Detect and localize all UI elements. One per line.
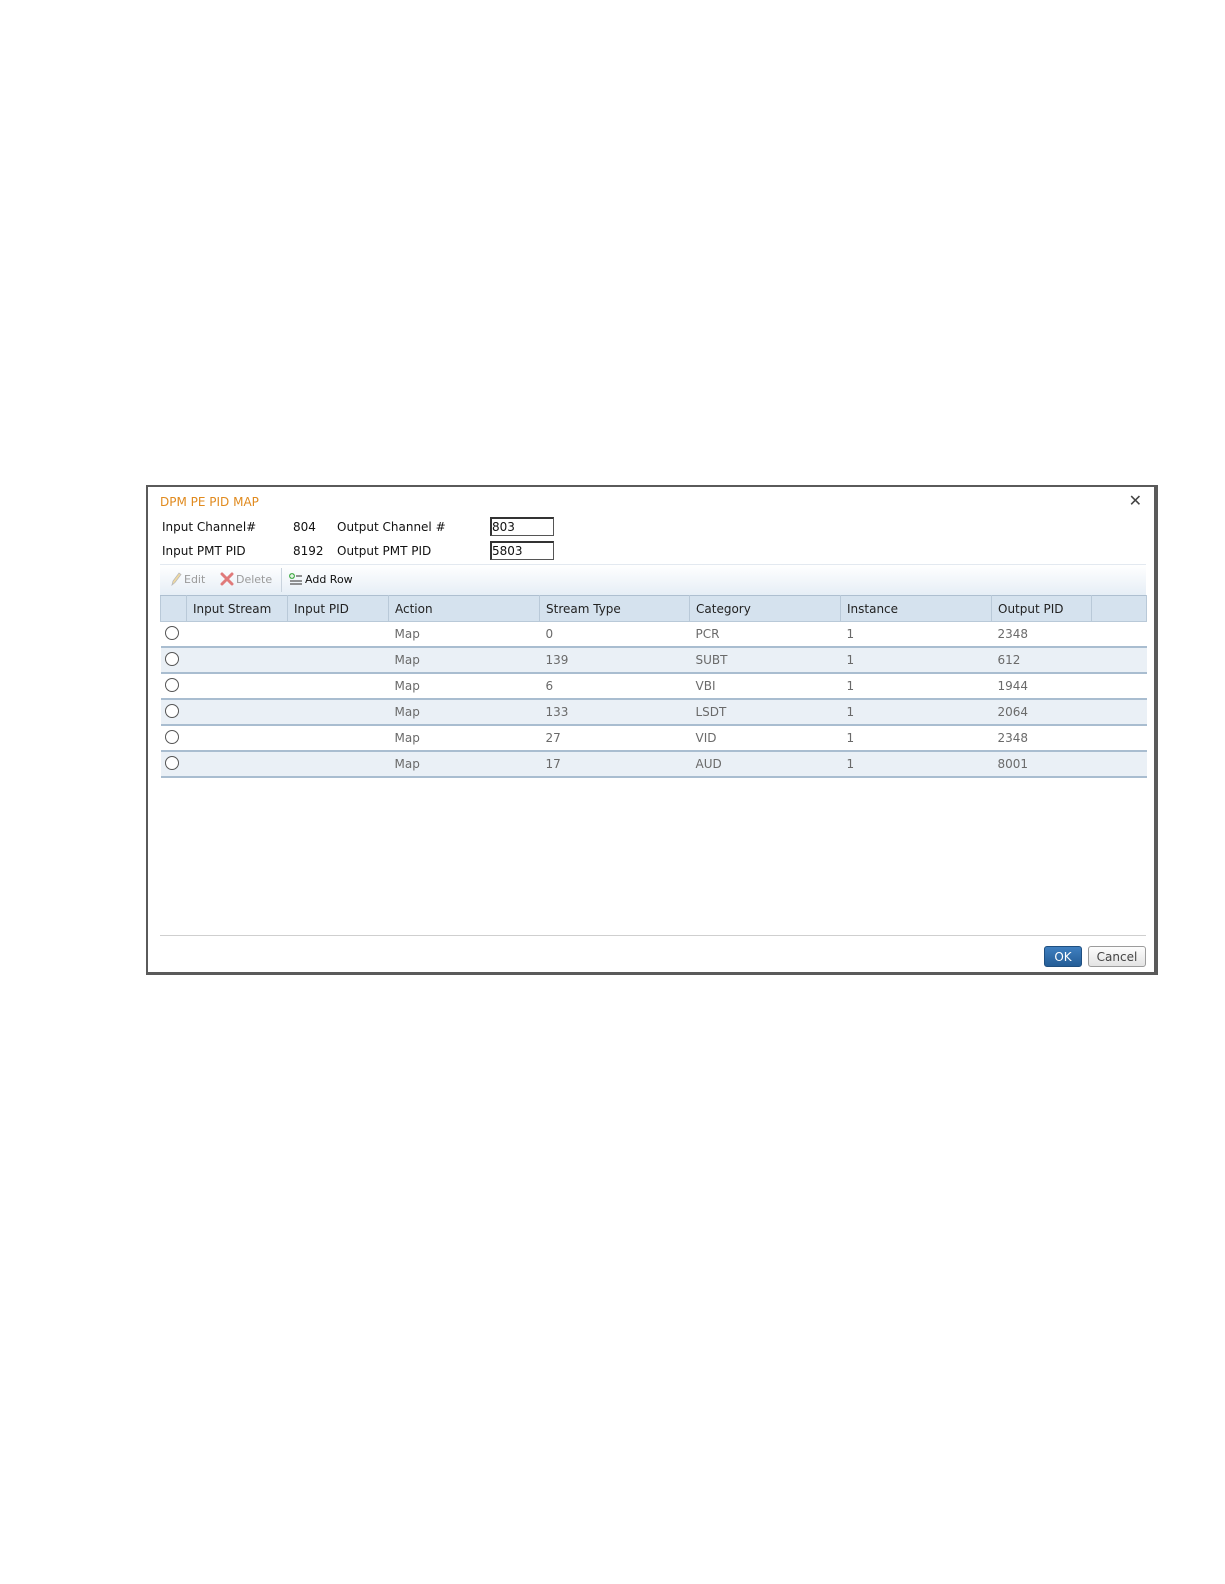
cell-input-pid bbox=[288, 699, 389, 725]
delete-label: Delete bbox=[236, 572, 273, 586]
cell-instance: 1 bbox=[841, 647, 992, 673]
row-select-cell bbox=[161, 699, 187, 725]
add-row-button[interactable] bbox=[288, 572, 353, 586]
cell-stream-type: 27 bbox=[540, 725, 690, 751]
row-radio[interactable] bbox=[165, 678, 179, 692]
cell-action: Map bbox=[389, 622, 540, 648]
pencil-icon bbox=[170, 572, 182, 586]
table-row[interactable] bbox=[161, 725, 1147, 751]
output-channel-label: Output Channel # bbox=[337, 520, 446, 534]
output-pmt-input[interactable] bbox=[490, 541, 554, 560]
grid-toolbar bbox=[160, 564, 1146, 595]
cell-instance: 1 bbox=[841, 725, 992, 751]
cell-action: Map bbox=[389, 699, 540, 725]
row-select-cell bbox=[161, 673, 187, 699]
header-filler bbox=[1092, 596, 1147, 622]
cell-output-pid: 1944 bbox=[992, 673, 1092, 699]
cell-input-pid bbox=[288, 725, 389, 751]
cell-output-pid: 2064 bbox=[992, 699, 1092, 725]
cell-input-pid bbox=[288, 647, 389, 673]
row-radio[interactable] bbox=[165, 704, 179, 718]
header-select bbox=[161, 596, 187, 622]
cell-output-pid: 2348 bbox=[992, 725, 1092, 751]
input-pmt-label: Input PMT PID bbox=[162, 544, 246, 558]
footer-divider bbox=[160, 935, 1146, 936]
output-pmt-label: Output PMT PID bbox=[337, 544, 432, 558]
cell-category: AUD bbox=[690, 751, 841, 777]
table-row[interactable] bbox=[161, 673, 1147, 699]
input-channel-value: 804 bbox=[293, 520, 316, 534]
row-radio[interactable] bbox=[165, 730, 179, 744]
cell-instance: 1 bbox=[841, 699, 992, 725]
header-input-stream[interactable]: Input Stream bbox=[187, 596, 288, 622]
cell-input-pid bbox=[288, 622, 389, 648]
cell-stream-type: 6 bbox=[540, 673, 690, 699]
cell-action: Map bbox=[389, 673, 540, 699]
edit-button[interactable] bbox=[170, 572, 205, 586]
cell-action: Map bbox=[389, 751, 540, 777]
cell-filler bbox=[1092, 647, 1147, 673]
cell-input-stream bbox=[187, 725, 288, 751]
cell-instance: 1 bbox=[841, 751, 992, 777]
cell-filler bbox=[1092, 673, 1147, 699]
dialog-title: DPM PE PID MAP bbox=[160, 495, 259, 509]
cell-output-pid: 2348 bbox=[992, 622, 1092, 648]
header-category[interactable]: Category bbox=[690, 596, 841, 622]
row-select-cell bbox=[161, 725, 187, 751]
input-channel-label: Input Channel# bbox=[162, 520, 257, 534]
cell-instance: 1 bbox=[841, 673, 992, 699]
cell-stream-type: 139 bbox=[540, 647, 690, 673]
delete-button[interactable] bbox=[220, 572, 272, 586]
table-row[interactable] bbox=[161, 699, 1147, 725]
row-select-cell bbox=[161, 622, 187, 648]
input-pmt-value: 8192 bbox=[293, 544, 324, 558]
cell-stream-type: 0 bbox=[540, 622, 690, 648]
cell-output-pid: 8001 bbox=[992, 751, 1092, 777]
pid-map-table bbox=[160, 595, 1147, 778]
header-stream-type[interactable]: Stream Type bbox=[540, 596, 690, 622]
cell-input-stream bbox=[187, 622, 288, 648]
cell-input-pid bbox=[288, 751, 389, 777]
cell-filler bbox=[1092, 622, 1147, 648]
cell-category: VBI bbox=[690, 673, 841, 699]
cell-action: Map bbox=[389, 725, 540, 751]
header-instance[interactable]: Instance bbox=[841, 596, 992, 622]
cell-output-pid: 612 bbox=[992, 647, 1092, 673]
cell-input-pid bbox=[288, 673, 389, 699]
row-select-cell bbox=[161, 751, 187, 777]
output-channel-input[interactable] bbox=[490, 517, 554, 536]
cell-stream-type: 17 bbox=[540, 751, 690, 777]
pid-map-dialog bbox=[146, 485, 1158, 975]
cell-instance: 1 bbox=[841, 622, 992, 648]
close-icon[interactable]: ✕ bbox=[1128, 491, 1142, 510]
add-row-icon bbox=[288, 572, 303, 586]
table-row[interactable] bbox=[161, 622, 1147, 648]
cell-input-stream bbox=[187, 751, 288, 777]
cell-filler bbox=[1092, 751, 1147, 777]
header-action[interactable]: Action bbox=[389, 596, 540, 622]
table-row[interactable] bbox=[161, 647, 1147, 673]
row-select-cell bbox=[161, 647, 187, 673]
cell-action: Map bbox=[389, 647, 540, 673]
cell-category: VID bbox=[690, 725, 841, 751]
cell-stream-type: 133 bbox=[540, 699, 690, 725]
cell-filler bbox=[1092, 699, 1147, 725]
table-header-row bbox=[161, 596, 1147, 622]
add-row-label: Add Row bbox=[305, 572, 353, 586]
cell-input-stream bbox=[187, 647, 288, 673]
row-radio[interactable] bbox=[165, 652, 179, 666]
cell-filler bbox=[1092, 725, 1147, 751]
edit-label: Edit bbox=[184, 572, 206, 586]
ok-button[interactable]: OK bbox=[1044, 946, 1082, 967]
row-radio[interactable] bbox=[165, 756, 179, 770]
delete-x-icon bbox=[220, 572, 234, 586]
cancel-button[interactable]: Cancel bbox=[1088, 946, 1146, 967]
cell-category: SUBT bbox=[690, 647, 841, 673]
cell-input-stream bbox=[187, 673, 288, 699]
header-input-pid[interactable]: Input PID bbox=[288, 596, 389, 622]
toolbar-separator bbox=[281, 568, 282, 592]
table-row[interactable] bbox=[161, 751, 1147, 777]
header-output-pid[interactable]: Output PID bbox=[992, 596, 1092, 622]
cell-category: LSDT bbox=[690, 699, 841, 725]
row-radio[interactable] bbox=[165, 626, 179, 640]
cell-category: PCR bbox=[690, 622, 841, 648]
cell-input-stream bbox=[187, 699, 288, 725]
